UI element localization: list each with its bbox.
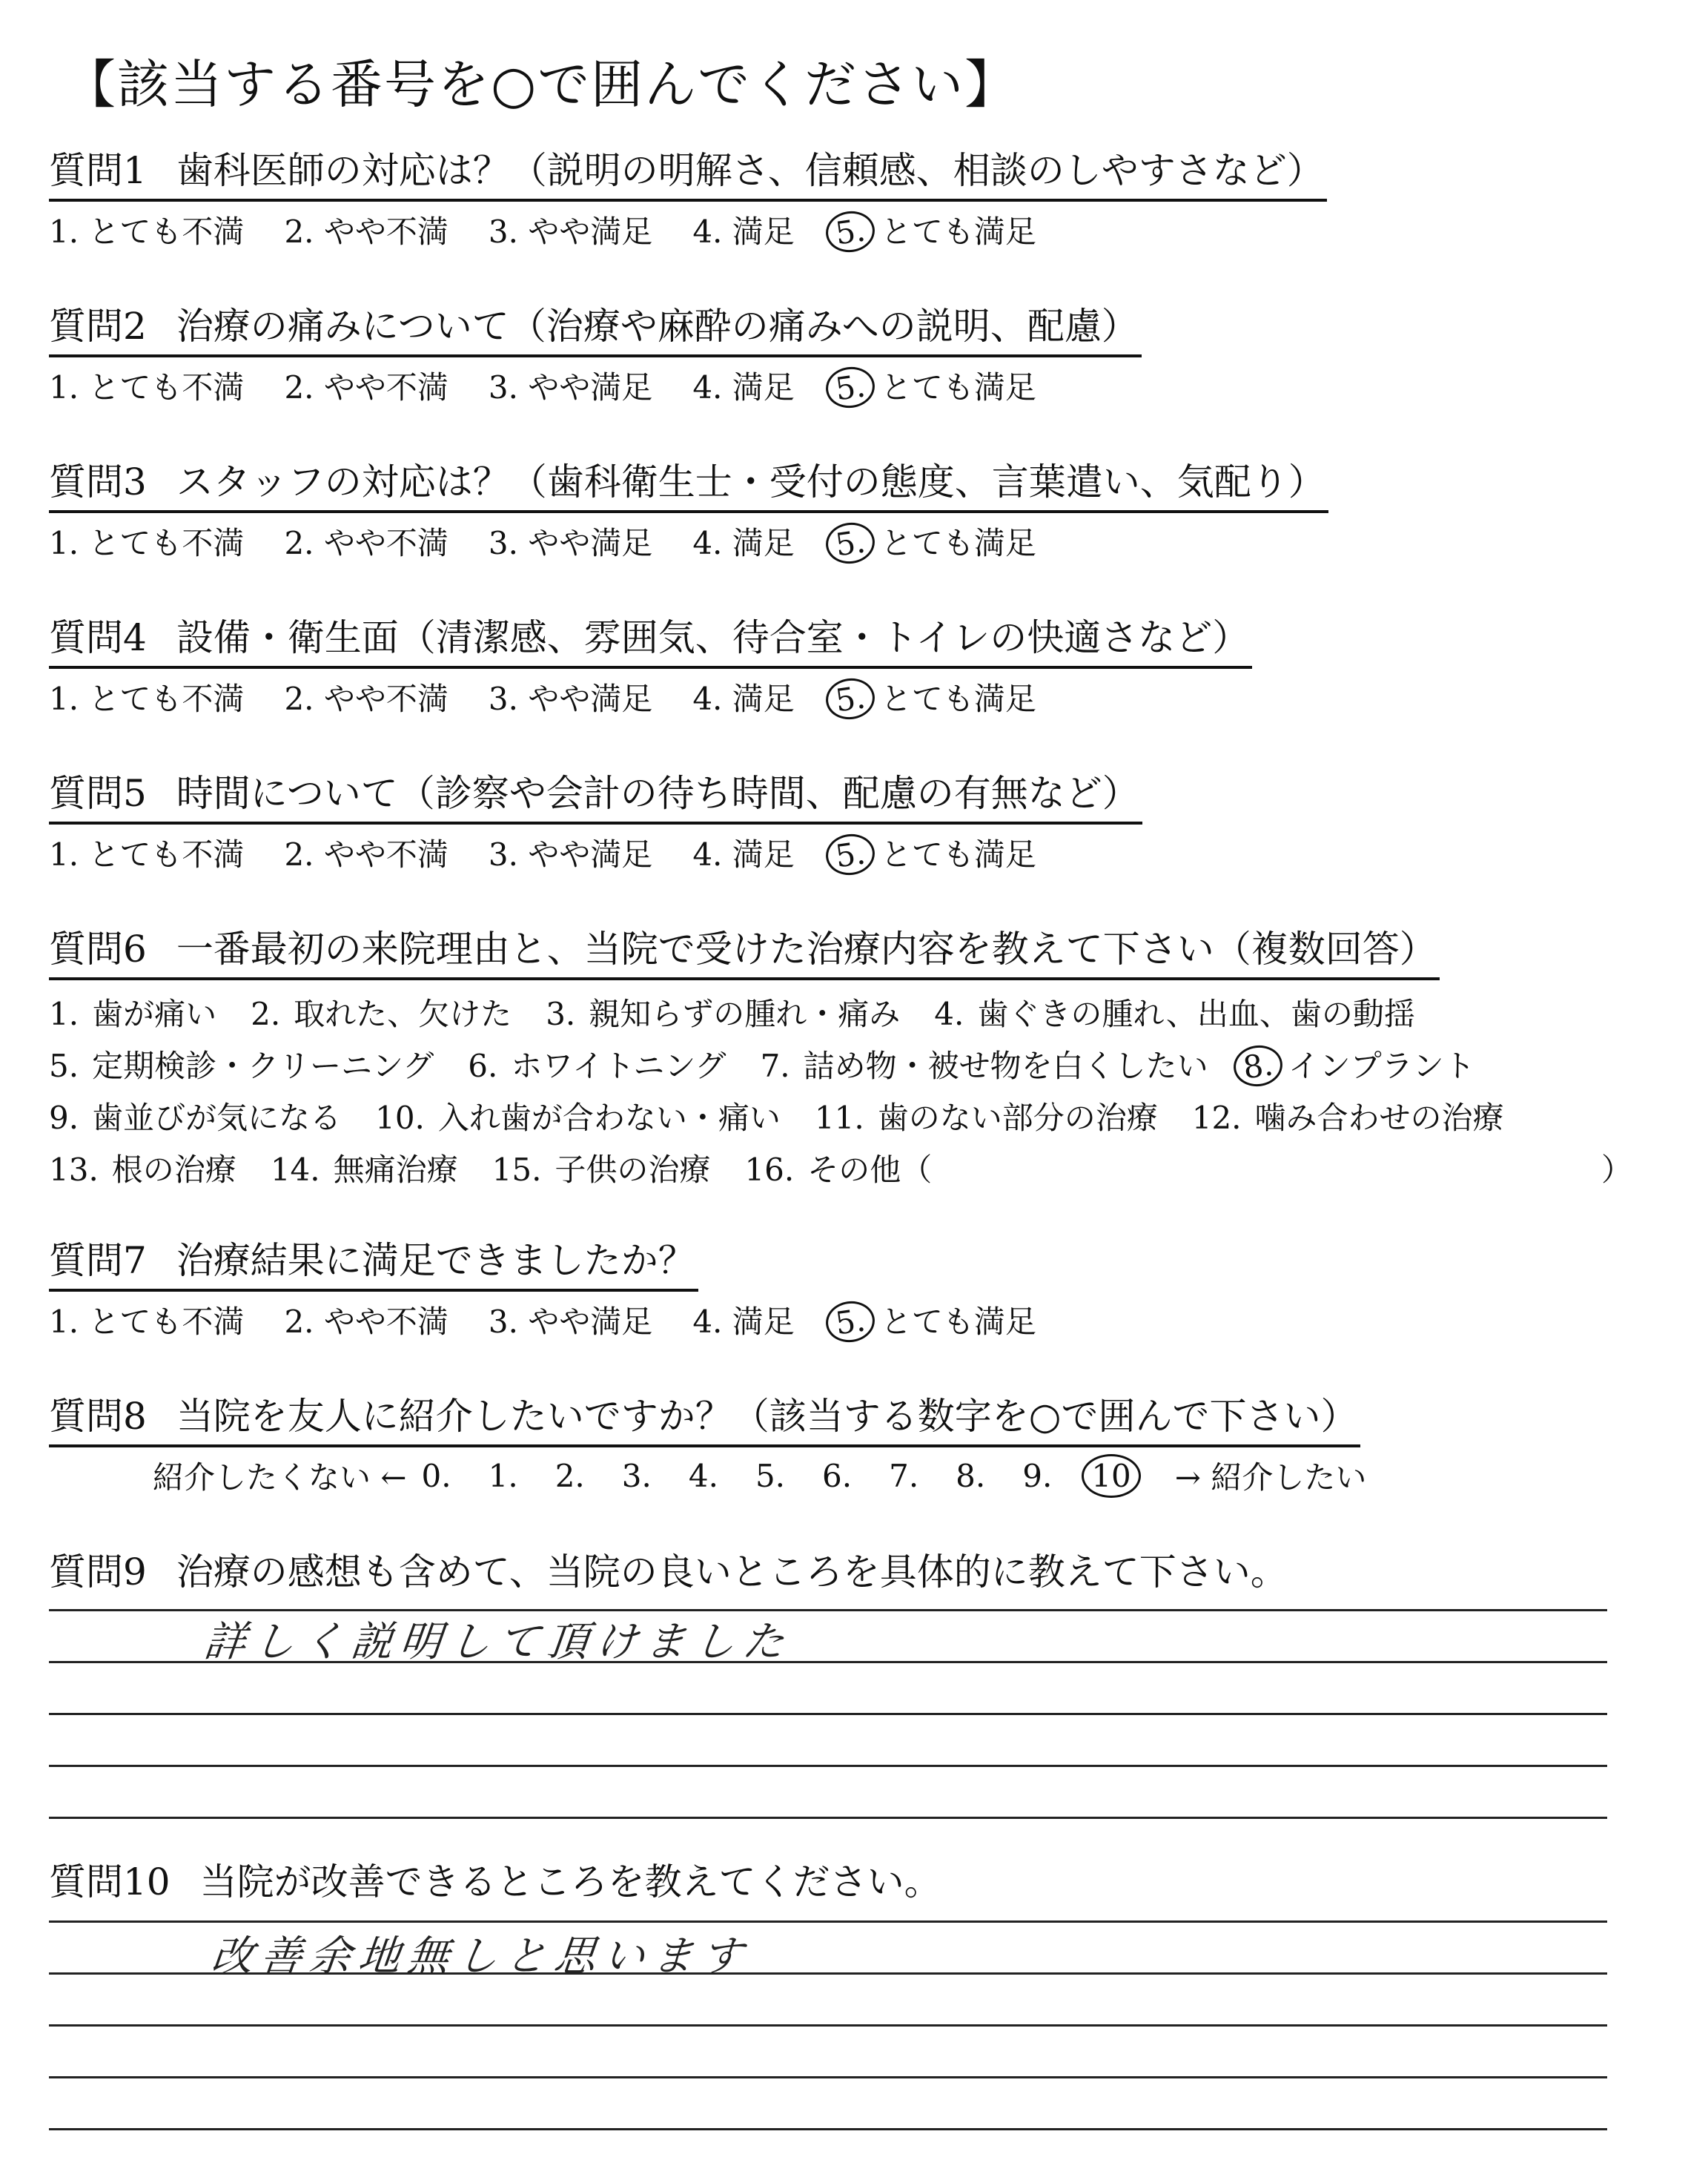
choice-8-selected[interactable] [1242,1042,1475,1086]
choice-number: 4. [934,996,964,1032]
answer-rule [49,1765,1607,1767]
option-5-selected[interactable] [835,363,1036,408]
handwritten-answer: 詳しく説明して頂けました [202,1618,794,1666]
question-text: スタッフの対応は？（歯科衛生士・受付の態度、言葉遣い、気配り） [176,460,1325,503]
question-text: 歯科医師の対応は？（説明の明解さ、信頼感、相談のしやすさなど） [176,149,1324,192]
choice-row [49,1142,1680,1194]
choice-row [49,986,1680,1038]
choice-number: 2. [251,996,281,1032]
question-8 [49,1393,1680,1498]
question-number: 質問9 [49,1550,147,1593]
question-number: 質問3 [49,460,147,503]
selected-circle-mark: 5. [823,520,877,567]
choice-row [49,1090,1680,1142]
choice-number: 14. [270,1152,320,1188]
option-5-selected[interactable] [835,519,1036,564]
choice-number: 12. [1191,1100,1242,1136]
scale-3[interactable]: 3. [621,1457,652,1494]
answer-rule [49,2076,1607,2078]
choice-number: 15. [491,1152,542,1188]
choice-label: 取れた、欠けた [294,996,512,1032]
choice-label: 入れ歯が合わない・痛い [437,1100,781,1136]
option-label: とても満足 [880,681,1036,717]
choice-number: 10. [375,1100,425,1136]
option-5-selected[interactable] [835,1298,1036,1342]
option-3[interactable]: 3. やや満足 [488,214,653,250]
question-number: 質問5 [49,772,147,815]
question-2 [49,303,1680,409]
choice-label: 歯ぐきの腫れ、出血、歯の動揺 [977,996,1415,1032]
question-text: 治療結果に満足できましたか？ [176,1239,695,1282]
choice-number: 3. [546,996,576,1032]
answer-rule [49,2024,1607,2027]
question-number: 質問1 [49,149,147,192]
choice-4[interactable] [934,990,1415,1034]
choice-label: 親知らずの腫れ・痛み [589,996,901,1032]
option-3[interactable]: 3. やや満足 [488,681,653,717]
choice-label: 噛み合わせの治療 [1254,1100,1504,1136]
option-1[interactable]: 1. とても不満 [49,369,245,406]
option-4[interactable]: 4. 満足 [692,681,795,717]
rating-options [49,206,1680,254]
choice-16[interactable] [744,1146,932,1190]
option-2[interactable]: 2. やや不満 [284,836,448,873]
choice-15[interactable] [492,1146,711,1190]
choice-2[interactable] [251,990,512,1034]
option-label: とても満足 [880,369,1036,406]
other-close-paren: ） [1601,1152,1633,1188]
option-4[interactable]: 4. 満足 [692,369,795,406]
answer-rule [49,1817,1607,1819]
choice-label: 子供の治療 [555,1152,711,1188]
option-2[interactable]: 2. やや不満 [284,1304,448,1340]
question-7 [49,1237,1680,1344]
choice-label: 歯が痛い [92,996,217,1032]
option-4[interactable]: 4. 満足 [692,214,795,250]
choice-label: 根の治療 [111,1152,236,1188]
choice-label: 詰め物・被せ物を白くしたい [803,1048,1208,1084]
question-6 [49,925,1680,1194]
question-number: 質問6 [49,928,147,971]
question-text: 時間について（診察や会計の待ち時間、配慮の有無など） [176,772,1139,815]
selected-circle-mark: 5. [823,208,877,256]
choice-label: 定期検診・クリーニング [92,1048,434,1084]
choice-number: 7. [760,1048,790,1084]
question-heading [49,614,1252,669]
question-text: 一番最初の来院理由と、当院で受けた治療内容を教えて下さい（複数回答） [176,928,1437,971]
option-1[interactable]: 1. とても不満 [49,525,245,561]
scale-1[interactable]: 1. [488,1457,518,1494]
question-text: 治療の感想も含めて、当院の良いところを具体的に教えて下さい。 [176,1550,1288,1593]
scale-2[interactable]: 2. [555,1457,585,1494]
question-4 [49,614,1680,721]
question-1 [49,147,1680,254]
option-3[interactable]: 3. やや満足 [488,836,653,873]
choice-12[interactable] [1192,1094,1504,1138]
option-1[interactable]: 1. とても不満 [49,836,245,873]
choice-label: 無痛治療 [333,1152,458,1188]
choice-9[interactable] [49,1094,341,1138]
scale-9[interactable]: 9. [1022,1457,1053,1494]
question-heading [49,458,1328,513]
option-2[interactable]: 2. やや不満 [284,681,448,717]
option-label: とても満足 [880,836,1036,873]
choice-label: 歯並びが気になる [92,1100,342,1136]
option-5-selected[interactable] [835,208,1036,252]
question-text: 当院を友人に紹介したいですか？（該当する数字を○で囲んで下さい） [176,1395,1358,1438]
option-5-selected[interactable] [835,830,1036,875]
option-3[interactable]: 3. やや満足 [488,1304,653,1340]
question-number: 質問2 [49,305,147,348]
question-10 [49,1858,1680,1910]
recommend-scale [49,1453,1680,1498]
question-heading [49,1858,944,1910]
choice-10[interactable] [375,1094,781,1138]
answer-rule [49,2128,1607,2130]
choice-5[interactable] [49,1042,434,1086]
choice-6[interactable] [468,1042,726,1086]
selected-circle-mark: 5. [823,1298,877,1346]
option-2[interactable]: 2. やや不満 [284,525,448,561]
option-1[interactable]: 1. とても不満 [49,1304,245,1340]
option-2[interactable]: 2. やや不満 [284,214,448,250]
question-heading [49,147,1327,202]
scale-high-label: → 紹介したい [1174,1459,1367,1496]
option-3[interactable]: 3. やや満足 [488,525,653,561]
scale-7[interactable]: 7. [889,1457,919,1494]
question-9 [49,1548,1680,1600]
selected-circle-mark: 8. [1231,1043,1285,1090]
question-number: 質問8 [49,1395,147,1438]
option-label: とても満足 [880,525,1036,561]
option-3[interactable]: 3. やや満足 [488,369,653,406]
choice-label: 歯のない部分の治療 [877,1100,1158,1136]
selected-circle-mark: 5. [823,831,877,879]
option-1[interactable]: 1. とても不満 [49,214,245,250]
option-4[interactable]: 4. 満足 [692,836,795,873]
answer-rule [49,1713,1607,1715]
rating-options [49,518,1680,565]
option-label: とても満足 [880,214,1036,250]
choice-13[interactable] [49,1146,236,1190]
choice-label: インプラント [1288,1048,1475,1084]
rating-options [49,673,1680,721]
handwritten-answer: 改善余地無しと思います [209,1932,752,1981]
question-heading [49,770,1142,825]
question-heading [49,925,1440,980]
scale-6[interactable]: 6. [822,1457,853,1494]
scale-5[interactable]: 5. [755,1457,786,1494]
question-3 [49,458,1680,565]
question-number: 質問10 [49,1860,171,1903]
question-heading [49,1393,1360,1447]
rating-options [49,362,1680,409]
question-text: 設備・衛生面（清潔感、雰囲気、待合室・トイレの快適さなど） [176,616,1250,659]
choice-1[interactable] [49,990,216,1034]
question-text: 当院が改善できるところを教えてください。 [199,1860,941,1903]
choice-number: 11. [814,1100,864,1136]
question-heading [49,303,1142,357]
choice-number: 6. [468,1048,498,1084]
choice-number: 1. [49,996,79,1032]
option-label: とても満足 [880,1304,1036,1340]
option-4[interactable]: 4. 満足 [692,1304,795,1340]
choice-3[interactable] [546,990,900,1034]
choice-number: 16. [744,1152,795,1188]
question-5 [49,770,1680,876]
question-number: 質問7 [49,1239,147,1282]
answer-rule [49,1920,1607,1923]
choice-11[interactable] [815,1094,1158,1138]
choice-number: 9. [49,1100,79,1136]
question-heading [49,1237,698,1292]
selected-circle-mark: 5. [823,676,877,723]
choice-number: 13. [49,1152,99,1188]
choice-7[interactable] [761,1042,1208,1086]
scale-8[interactable]: 8. [956,1457,986,1494]
option-1[interactable]: 1. とても不満 [49,681,245,717]
scale-low-label: 紹介したくない ← [153,1459,407,1496]
selected-circle-mark: 5. [823,364,877,412]
scale-0[interactable]: 0. [421,1457,451,1494]
question-text: 治療の痛みについて（治療や麻酔の痛みへの説明、配慮） [176,305,1139,348]
question-heading [49,1548,1291,1600]
choice-14[interactable] [271,1146,458,1190]
rating-options [49,829,1680,876]
scale-4[interactable]: 4. [688,1457,718,1494]
question-number: 質問4 [49,616,147,659]
scale-10-selected[interactable]: 10 [1082,1454,1140,1498]
choice-row [49,1038,1680,1090]
choice-label: その他（ [807,1152,933,1188]
choice-label: ホワイトニング [511,1048,726,1084]
option-2[interactable]: 2. やや不満 [284,369,448,406]
rating-options [49,1296,1680,1344]
option-5-selected[interactable] [835,675,1036,719]
option-4[interactable]: 4. 満足 [692,525,795,561]
choice-number: 5. [49,1048,79,1084]
page-title: 【該当する番号を○で囲んでください】 [64,54,1019,115]
